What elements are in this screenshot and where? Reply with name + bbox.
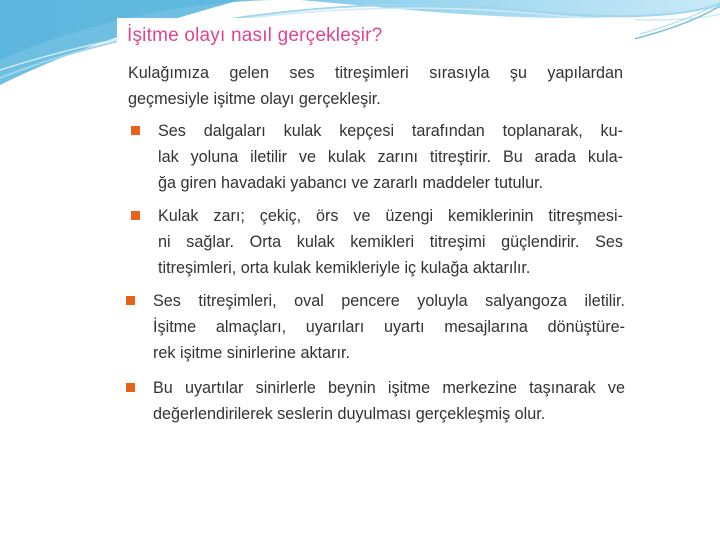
bullet-line: Ses titreşimleri, oval pencere yoluyla salyangoza iletilir.	[153, 292, 625, 310]
intro-line: Kulağımıza gelen ses titreşimleri sırasıyla şu yapılardan	[128, 64, 623, 82]
bullet-line: ni sağlar. Orta kulak kemikleri titreşimi güçlendirir. Ses	[158, 233, 623, 251]
bullet-line: İşitme almaçları, uyarıları uyartı mesajlarına dönüştüre-	[153, 318, 625, 336]
bullet-line: ğa giren havadaki yabancı ve zararlı maddeler tutulur.	[158, 174, 544, 192]
bullet-square-icon	[126, 383, 135, 392]
bullet-line: rek işitme sinirlerine aktarır.	[153, 344, 350, 362]
bullet-line: Ses dalgaları kulak kepçesi tarafından toplanarak, ku-	[158, 122, 623, 140]
bullet-square-icon	[126, 296, 135, 305]
bullet-line: Bu uyartılar sinirlerle beynin işitme merkezine taşınarak ve	[153, 379, 625, 397]
bullet-square-icon	[131, 126, 140, 135]
bullet-line: Kulak zarı; çekiç, örs ve üzengi kemiklerinin titreşmesi-	[158, 207, 623, 225]
page-title: İşitme olayı nasıl gerçekleşir?	[127, 25, 383, 46]
bullet-line: değerlendirilerek seslerin duyulması gerçekleşmiş olur.	[153, 405, 546, 423]
intro-paragraph	[128, 60, 623, 112]
bullet-line: titreşimleri, orta kulak kemikleriyle iç kulağa aktarılır.	[158, 259, 531, 277]
bullet-item	[153, 288, 625, 366]
bullet-square-icon	[131, 211, 140, 220]
bullet-item	[158, 118, 623, 196]
bullet-item	[158, 203, 623, 281]
intro-line: geçmesiyle işitme olayı gerçekleşir.	[128, 90, 381, 108]
bullet-line: lak yoluna iletilir ve kulak zarını titreştirir. Bu arada kula-	[158, 148, 623, 166]
bullet-item	[153, 375, 625, 427]
